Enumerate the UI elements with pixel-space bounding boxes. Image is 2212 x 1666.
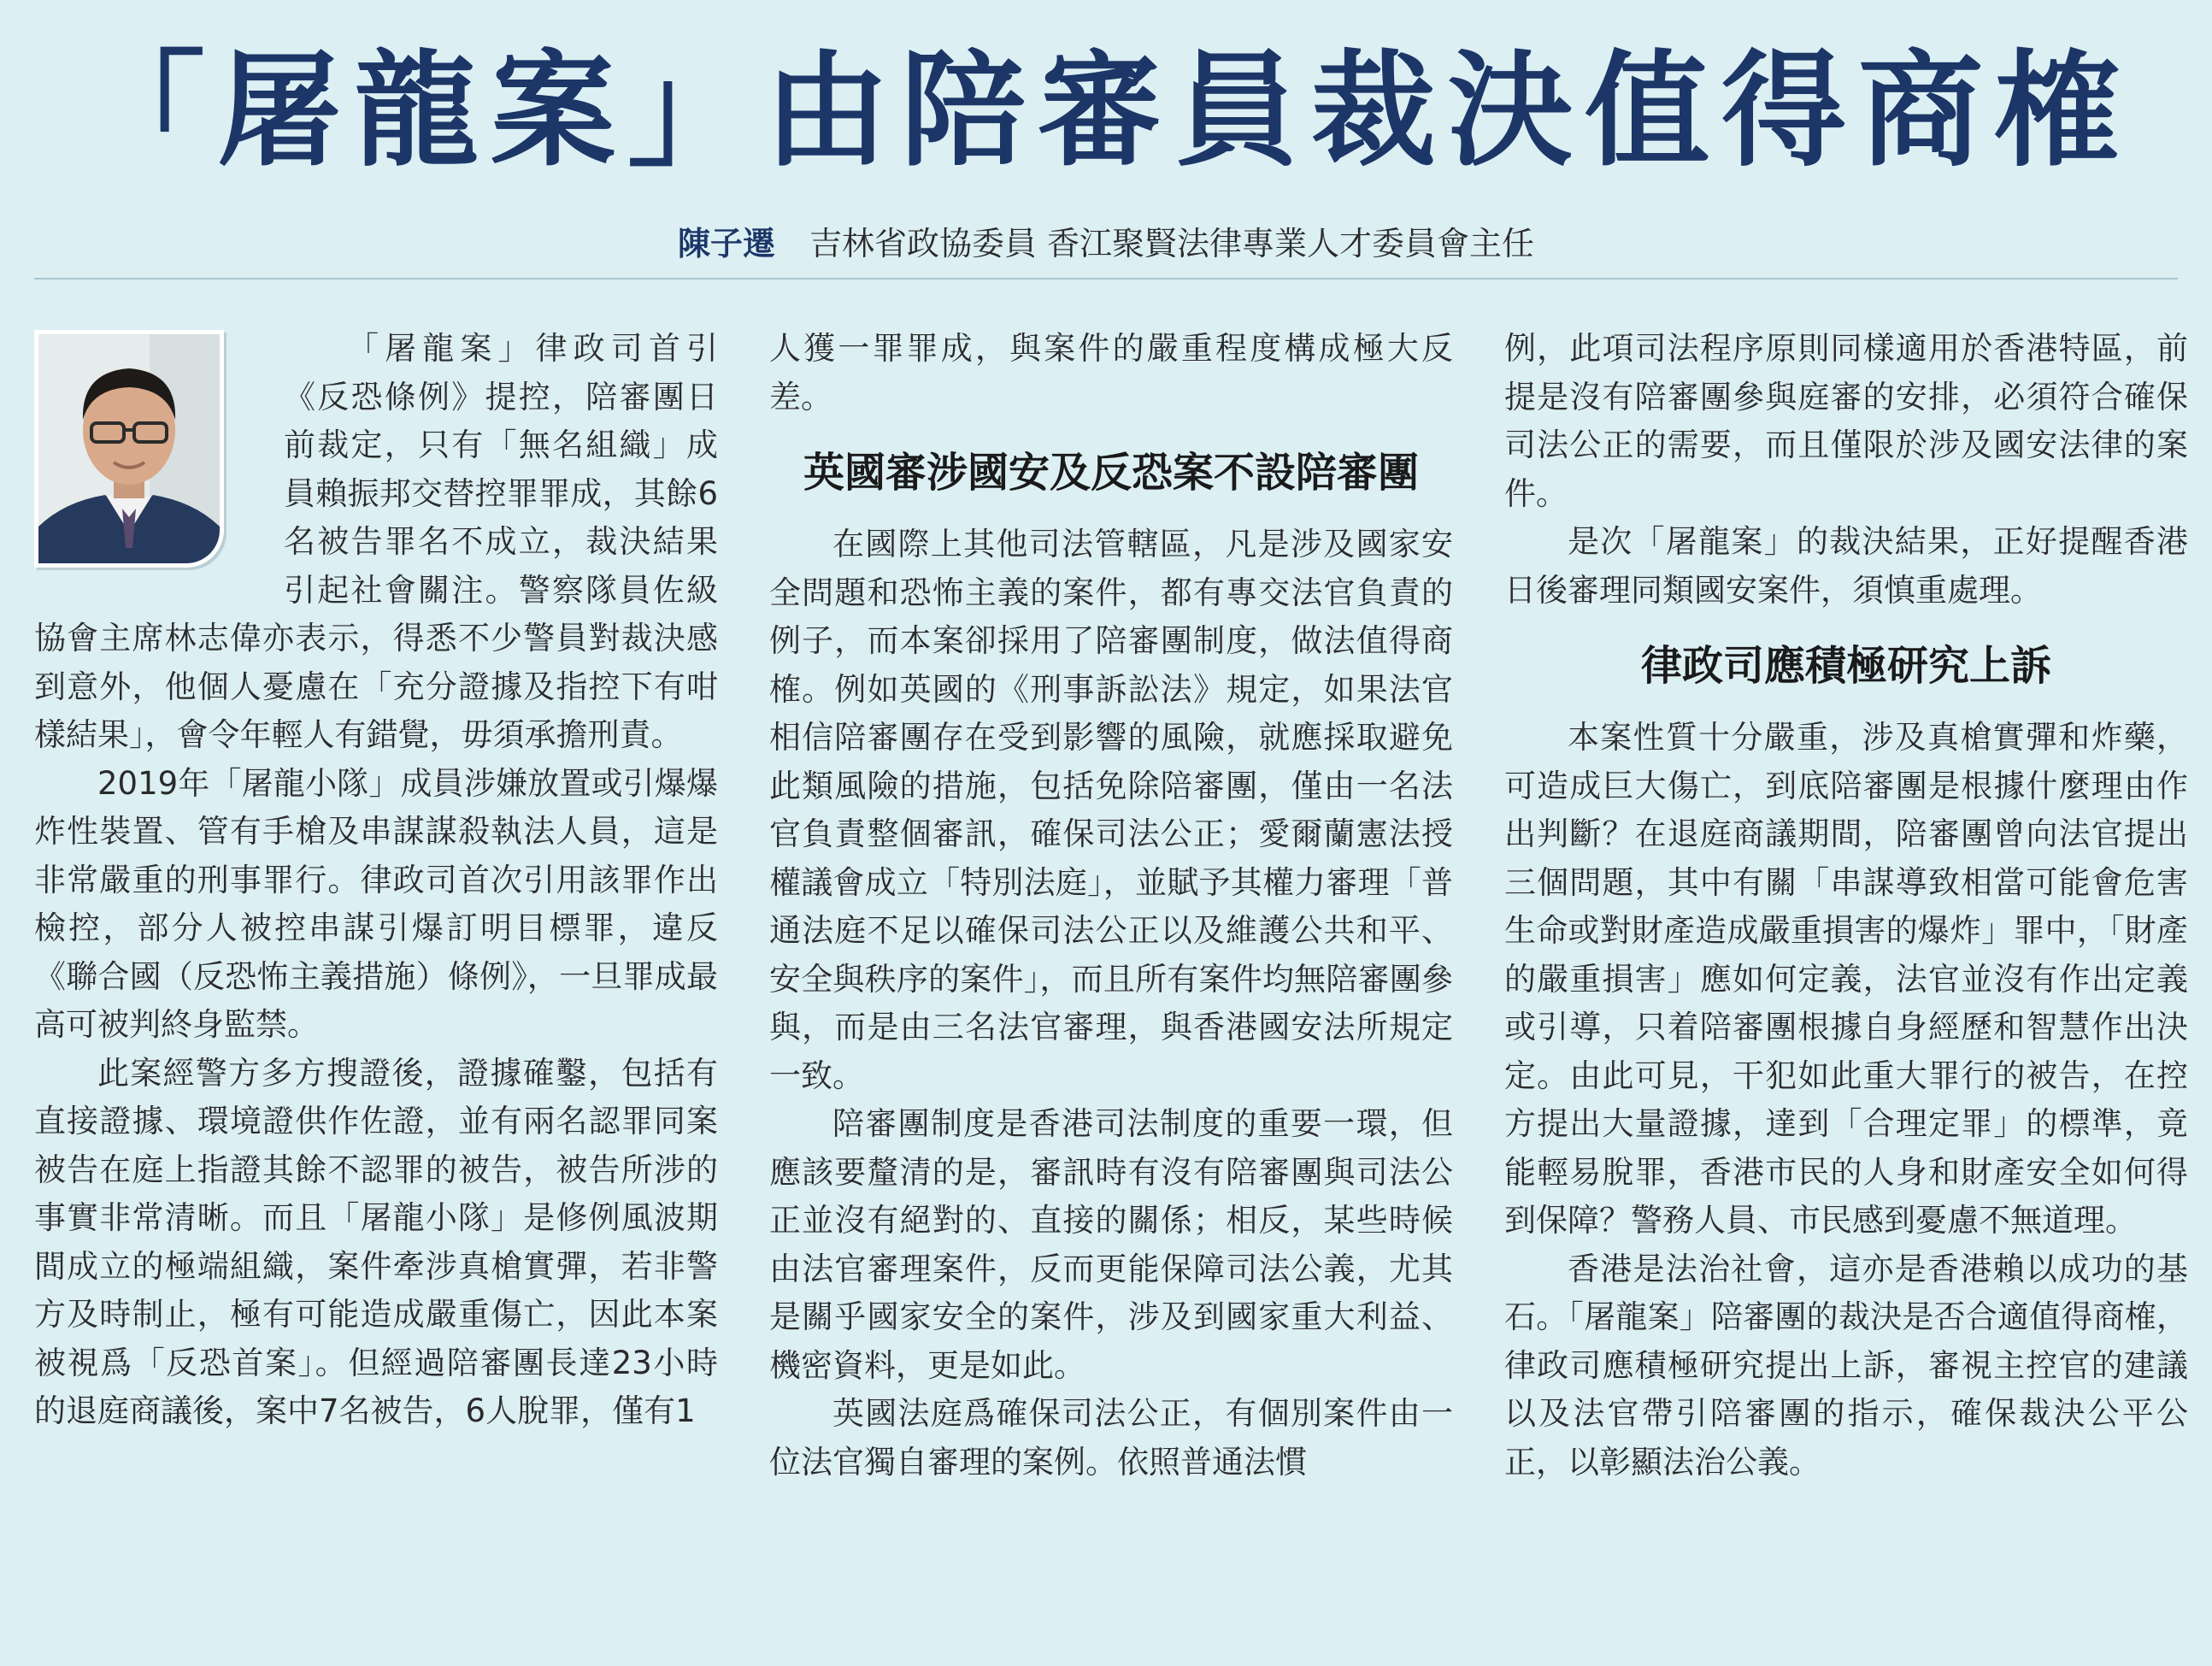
col1-paragraph-1: 「屠龍案」律政司首引《反恐條例》提控，陪審團日前裁定，只有「無名組織」成員賴振邦交替控罪罪成，其餘6名被告罪名不成立，裁決結果引起社會關注。警察隊員佐級協會主席林志偉亦表示，得悉不少警員對裁決感到意外，他個人憂慮在「充分證據及指控下有咁樣結果」，會令年輕人有錯覺，毋須承擔刑責。 [34, 330, 718, 753]
subheading-uk-no-jury: 英國審涉國安及反恐案不設陪審團 [803, 449, 1419, 497]
col1-paragraph-3: 此案經警方多方搜證後，證據確鑿，包括有直接證據、環境證供作佐證，並有兩名認罪同案被告在庭上指證其餘不認罪的被告，被告所涉的事實非常清晰。而且「屠龍小隊」是修例風波期間成立的極端組織，案件牽涉真槍實彈，若非警方及時制止，極有可能造成嚴重傷亡，因此本案被視爲「反恐首案」。但經過陪審團長達23小時的退庭商議後，案中7名被告，6人脫罪，僅有1 [34, 1054, 718, 1429]
col3-paragraph-1: 是次「屠龍案」的裁決結果，正好提醒香港日後審理同類國安案件，須慎重處理。 [1504, 523, 2188, 609]
article-column-1 [34, 325, 718, 1641]
header-divider [34, 278, 2178, 280]
col3-paragraph-2: 本案性質十分嚴重，涉及真槍實彈和炸藥，可造成巨大傷亡，到底陪審團是根據什麼理由作出判斷？在退庭商議期間，陪審團曾向法官提出三個問題，其中有關「串謀導致相當可能會危害生命或對財產造成嚴重損害的爆炸」罪中，「財產的嚴重損害」應如何定義，法官並沒有作出定義或引導，只着陪審團根據自身經歷和智慧作出決定。由此可見，干犯如此重大罪行的被告，在控方提出大量證據，達到「合理定罪」的標準，竟能輕易脫罪，香港市民的人身和財產安全如何得到保障？警務人員、市民感到憂慮不無道理。 [1504, 719, 2188, 1239]
col2-paragraph-2: 陪審團制度是香港司法制度的重要一環，但應該要釐清的是，審訊時有沒有陪審團與司法公正並沒有絕對的、直接的關係；相反，某些時候由法官審理案件，反而更能保障司法公義，尤其是關乎國家安全的案件，涉及到國家重大利益、機密資料，更是如此。 [769, 1105, 1453, 1384]
col3-paragraph-3: 香港是法治社會，這亦是香港賴以成功的基石。「屠龍案」陪審團的裁決是否合適值得商榷，律政司應積極研究提出上訴，審視主控官的建議以及法官帶引陪審團的指示，確保裁決公平公正，以彰顯法治公義。 [1504, 1250, 2188, 1481]
byline-role: 吉林省政協委員 香江聚賢法律專業人才委員會主任 [809, 225, 1535, 262]
article-column-2 [769, 325, 1453, 1641]
article-column-3 [1504, 325, 2188, 1641]
col2-paragraph-3: 英國法庭爲確保司法公正，有個別案件由一位法官獨自審理的案例。依照普通法慣 [769, 1395, 1453, 1481]
headline: 「屠龍案」由陪審員裁決值得商榷 [80, 38, 2132, 184]
byline-author: 陳子遷 [677, 225, 775, 262]
col3-paragraph-0: 例，此項司法程序原則同樣適用於香港特區，前提是沒有陪審團參與庭審的安排，必須符合確保司法公正的需要，而且僅限於涉及國安法律的案件。 [1504, 330, 2188, 512]
col2-paragraph-1: 在國際上其他司法管轄區，凡是涉及國家安全問題和恐怖主義的案件，都有專交法官負責的例子，而本案卻採用了陪審團制度，做法值得商榷。例如英國的《刑事訴訟法》規定，如果法官相信陪審團存在受到影響的風險，就應採取避免此類風險的措施，包括免除陪審團，僅由一名法官負責整個審訊，確保司法公正；愛爾蘭憲法授權議會成立「特別法庭」，並賦予其權力審理「普通法庭不足以確保司法公正以及維護公共和平、安全與秩序的案件」，而且所有案件均無陪審團參與，而是由三名法官審理，與香港國安法所規定一致。 [769, 526, 1453, 1094]
author-portrait-icon [34, 330, 224, 568]
subheading-doj-appeal: 律政司應積極研究上訴 [1640, 642, 2051, 690]
byline [0, 218, 2212, 269]
col2-paragraph-0: 人獲一罪罪成，與案件的嚴重程度構成極大反差。 [769, 330, 1453, 415]
col1-paragraph-2: 2019年「屠龍小隊」成員涉嫌放置或引爆爆炸性裝置、管有手槍及串謀謀殺執法人員，這是非常嚴重的刑事罪行。律政司首次引用該罪作出檢控，部分人被控串謀引爆訂明目標罪，違反《聯合國（反恐怖主義措施）條例》，一旦罪成最高可被判終身監禁。 [34, 764, 718, 1043]
